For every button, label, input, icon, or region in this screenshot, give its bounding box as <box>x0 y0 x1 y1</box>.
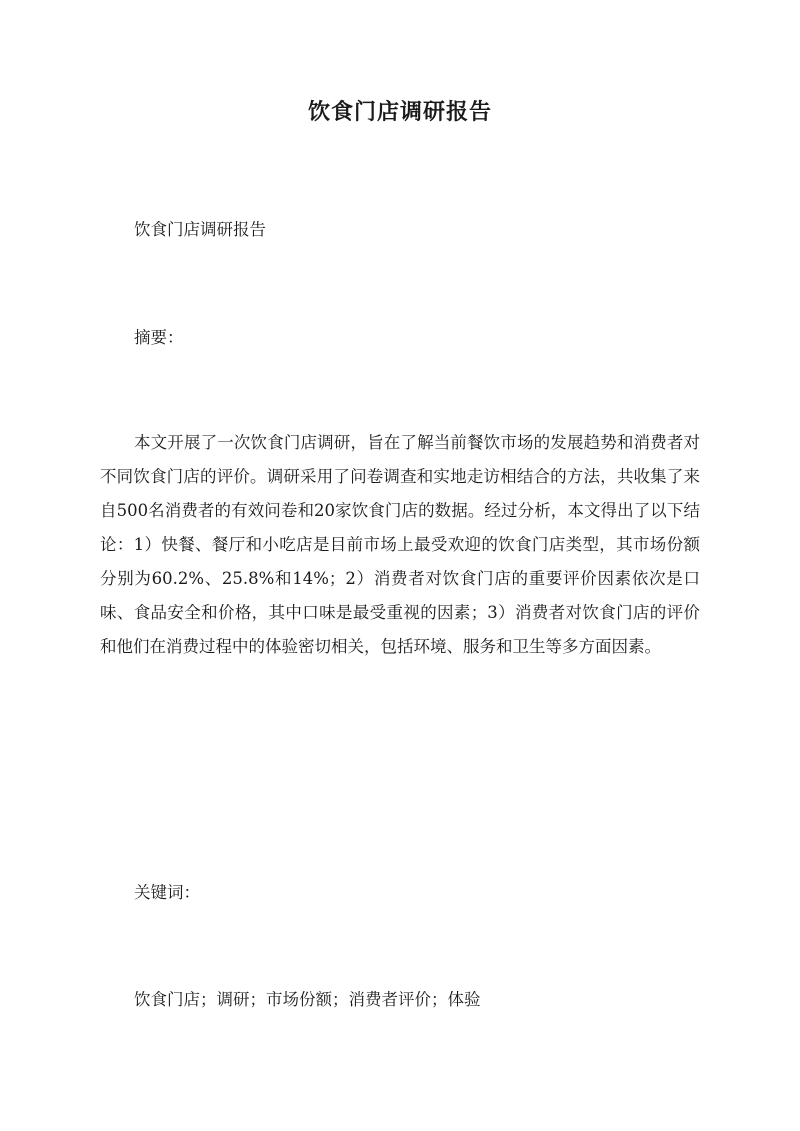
keywords-label: 关键词： <box>134 883 200 902</box>
keywords-paragraph: 饮食门店；调研；市场份额；消费者评价；体验 <box>134 990 481 1009</box>
abstract-label: 摘要： <box>134 328 184 347</box>
subtitle-paragraph: 饮食门店调研报告 <box>134 220 266 239</box>
abstract-paragraph: 本文开展了一次饮食门店调研，旨在了解当前餐饮市场的发展趋势和消费者对不同饮食门店的评价。调研采用了问卷调查和实地走访相结合的方法，共收集了来自500名消费者的有效问卷和20家饮食门店的数据。经过分析，本文得出了以下结论：1）快餐、餐厅和小吃店是目前市场上最受欢迎的饮食门店类型，其市场份额分别为60.2%、25.8%和14%；2）消费者对饮食门店的重要评价因素依次是口味、食品安全和价格，其中口味是最受重视的因素；3）消费者对饮食门店的评价和他们在消费过程中的体验密切相关，包括环境、服务和卫生等多方面因素。 <box>100 433 700 656</box>
page-title: 饮食门店调研报告 <box>307 99 492 125</box>
